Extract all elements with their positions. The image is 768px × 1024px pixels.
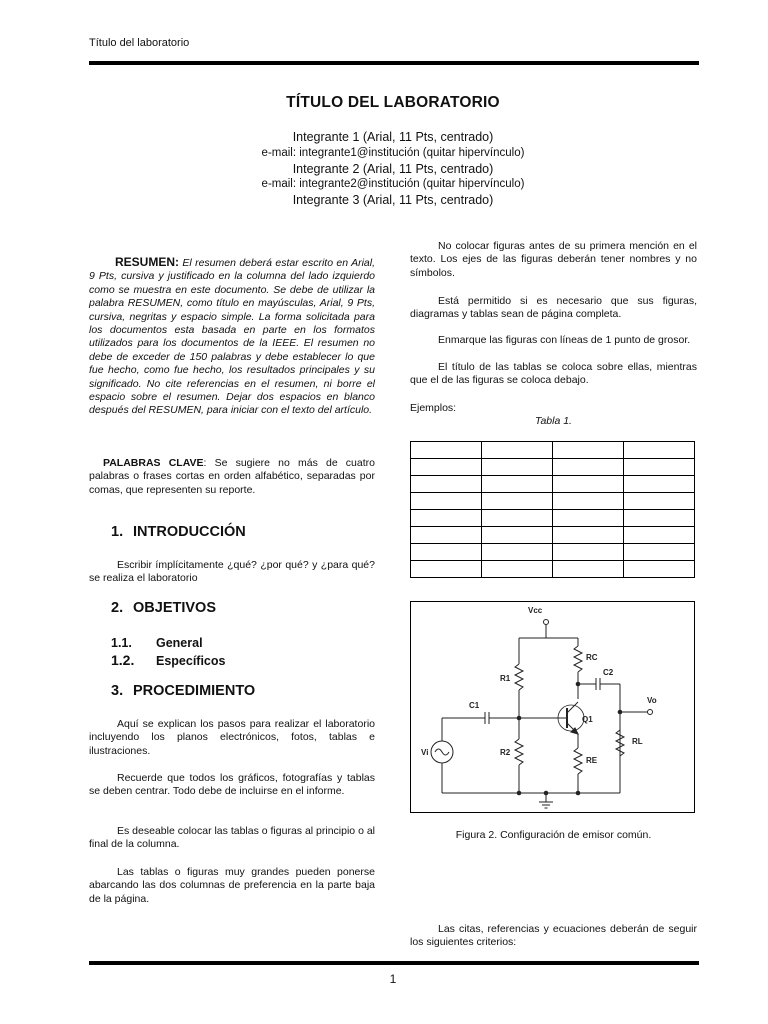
- table-row: [411, 493, 695, 510]
- common-emitter-circuit: [411, 602, 693, 811]
- document-title: TÍTULO DEL LABORATORIO: [286, 94, 500, 111]
- rc-label: RC: [586, 653, 598, 662]
- right-paragraph-2: Está permitido si es necesario que sus figuras, diagramas y tablas sean de página completa.: [410, 295, 697, 321]
- figure-caption: Figura 2. Configuración de emisor común.: [455, 829, 652, 841]
- table-row: [411, 510, 695, 527]
- subsection-general: 1.1. General: [111, 636, 203, 650]
- rl-label: RL: [632, 737, 643, 746]
- keywords: [89, 457, 375, 497]
- c1-label: C1: [469, 701, 480, 710]
- author-3: Integrante 3 (Arial, 11 Pts, centrado): [292, 193, 494, 207]
- procedimiento-paragraph-1: Aquí se explican los pasos para realizar el laboratorio incluyendo los planos electrónicos, fotos, tablas e ilustraciones.: [89, 718, 375, 757]
- abstract: [89, 256, 375, 418]
- re-resistor: [574, 748, 582, 774]
- rc-resistor: [574, 646, 582, 672]
- c2-label: C2: [603, 668, 614, 677]
- running-header: Título del laboratorio: [89, 37, 190, 49]
- abstract-text: El resumen deberá estar escrito en Arial, 9 Pts, cursiva y justificado en la columna del lado izquierdo como se muestra en este documento. Se debe de utilizar la palabra RESUMEN, como título en mayúsculas, Arial, 9 Pts, cursiva, negritas y espacio simple. La forma solicitada para los documentos esta basada en parte en los formatos utilizados para los documentos de la IEEE. El resumen no debe de exceder de 150 palabras y debe establecer lo que fue hecho, como fue hecho, los resultados principales y su significado. No cite referencias en el resumen, ni borre el espacio sobre el resumen. Dejar dos espacios en blanco después del RESUMEN, para iniciar con el texto del artículo.: [89, 257, 375, 417]
- right-paragraph-3: Enmarque las figuras con líneas de 1 punto de grosor.: [438, 334, 691, 346]
- author-2: Integrante 2 (Arial, 11 Pts, centrado): [292, 162, 494, 176]
- procedimiento-paragraph-2: Recuerde que todos los gráficos, fotografías y tablas se deben centrar. Todo debe de incluirse en el informe.: [89, 772, 375, 798]
- table-row: [411, 442, 695, 459]
- ejemplos-label: Ejemplos:: [410, 402, 457, 414]
- closing-paragraph: Las citas, referencias y ecuaciones deberán de seguir los siguientes criterios:: [410, 923, 697, 949]
- section-introduccion-heading: 1. INTRODUCCIÓN: [111, 524, 246, 540]
- author-1: Integrante 1 (Arial, 11 Pts, centrado): [292, 130, 494, 144]
- abstract-label: RESUMEN:: [115, 255, 180, 269]
- figure-frame: [410, 601, 695, 813]
- section-introduccion-text: Escribir ímplícitamente ¿qué? ¿por qué? y ¿para qué? se realiza el laboratorio: [89, 559, 375, 585]
- footer-rule: [89, 961, 699, 965]
- subsection-especificos: 1.2. Específicos: [111, 652, 226, 668]
- vi-label: Vi: [421, 748, 429, 757]
- table-caption: Tabla 1.: [535, 415, 572, 427]
- section-objetivos-heading: 2. OBJETIVOS: [111, 600, 216, 616]
- page-number: 1: [389, 972, 397, 986]
- vo-terminal: [648, 710, 653, 715]
- r1-label: R1: [500, 674, 511, 683]
- q1-label: Q1: [582, 715, 593, 724]
- author-2-email: e-mail: integrante2@institución (quitar hipervínculo): [261, 178, 525, 190]
- section-procedimiento-heading: 3. PROCEDIMIENTO: [111, 683, 256, 699]
- procedimiento-paragraph-3: Es deseable colocar las tablas o figuras al principio o al final de la columna.: [89, 825, 375, 851]
- author-1-email: e-mail: integrante1@institución (quitar hipervínculo): [261, 147, 525, 159]
- header-rule: [89, 61, 699, 65]
- table-row: [411, 544, 695, 561]
- vo-label: Vo: [647, 696, 657, 705]
- right-paragraph-4: El título de las tablas se coloca sobre ellas, mientras que el de las figuras se coloca debajo.: [410, 361, 697, 387]
- keywords-label: PALABRAS CLAVE: [103, 457, 204, 469]
- right-paragraph-1: No colocar figuras antes de su primera mención en el texto. Los ejes de las figuras deberán tener nombres y no símbolos.: [410, 240, 697, 279]
- table-row: [411, 459, 695, 476]
- r2-label: R2: [500, 748, 511, 757]
- table-row: [411, 527, 695, 544]
- vcc-terminal: [544, 620, 549, 625]
- table-row: [411, 476, 695, 493]
- r2-resistor: [515, 739, 523, 765]
- procedimiento-paragraph-4: Las tablas o figuras muy grandes pueden ponerse abarcando las dos columnas de preferencia en la parte baja de la página.: [89, 866, 375, 905]
- r1-resistor: [515, 664, 523, 690]
- table-row: [411, 561, 695, 578]
- re-label: RE: [586, 756, 598, 765]
- vcc-label: Vcc: [528, 606, 543, 615]
- example-table: [410, 441, 695, 578]
- keywords-text: : Se sugiere no más de cuatro palabras o frases cortas en orden alfabético, separadas por comas, que representen su reporte.: [89, 457, 375, 496]
